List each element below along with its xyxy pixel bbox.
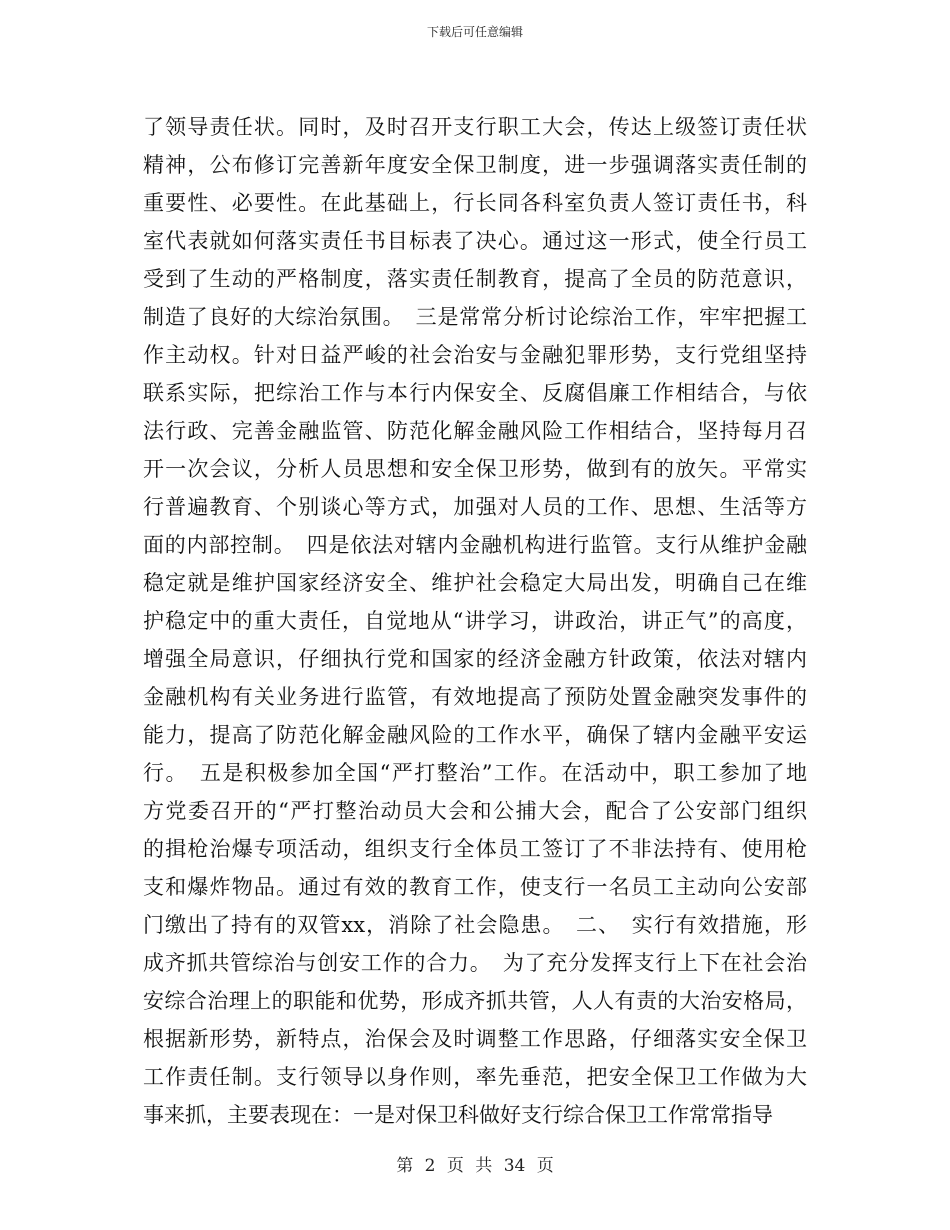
- text-line: 护稳定中的重大责任，自觉地从“讲学习，讲政治，讲正气”的高度，: [143, 609, 807, 633]
- text-line: 行。 五是积极参加全国“严打整治”工作。在活动中，职工参加了地: [143, 761, 807, 785]
- text-line: 增强全局意识，仔细执行党和国家的经济金融方针政策，依法对辖内: [143, 647, 807, 671]
- text-line: 能力，提高了防范化解金融风险的工作水平，确保了辖内金融平安运: [143, 723, 807, 747]
- text-line: 支和爆炸物品。通过有效的教育工作，使支行一名员工主动向公安部: [143, 875, 807, 899]
- text-line: 门缴出了持有的双管xx，消除了社会隐患。 二、 实行有效措施，形: [143, 913, 807, 937]
- page-footer: 第 2 页 共 34 页: [396, 1156, 554, 1176]
- text-line: 作主动权。针对日益严峻的社会治安与金融犯罪形势，支行党组坚持: [143, 343, 807, 367]
- text-line: 制造了良好的大综治氛围。 三是常常分析讨论综治工作，牢牢把握工: [143, 305, 807, 329]
- text-line: 安综合治理上的职能和优势，形成齐抓共管，人人有责的大治安格局，: [143, 989, 807, 1013]
- text-line: 室代表就如何落实责任书目标表了决心。通过这一形式，使全行员工: [143, 229, 807, 253]
- text-line: 事来抓，主要表现在：一是对保卫科做好支行综合保卫工作常常指导: [143, 1103, 773, 1127]
- text-line: 法行政、完善金融监管、防范化解金融风险工作相结合，坚持每月召: [143, 419, 807, 443]
- body-text: [143, 108, 807, 1134]
- text-line: 根据新形势，新特点，治保会及时调整工作思路，仔细落实安全保卫: [143, 1027, 807, 1051]
- text-line: 行普遍教育、个别谈心等方式，加强对人员的工作、思想、生活等方: [143, 495, 807, 519]
- text-line: 开一次会议，分析人员思想和安全保卫形势，做到有的放矢。平常实: [143, 457, 807, 481]
- text-line: 联系实际，把综治工作与本行内保安全、反腐倡廉工作相结合，与依: [143, 381, 807, 405]
- text-line: 的揖枪治爆专项活动，组织支行全体员工签订了不非法持有、使用枪: [143, 837, 807, 861]
- text-line: 重要性、必要性。在此基础上，行长同各科室负责人签订责任书，科: [143, 191, 807, 215]
- text-line: 工作责任制。支行领导以身作则，率先垂范，把安全保卫工作做为大: [143, 1065, 807, 1089]
- text-line: 了领导责任状。同时，及时召开支行职工大会，传达上级签订责任状: [143, 115, 807, 139]
- text-line: 方党委召开的“严打整治动员大会和公捕大会，配合了公安部门组织: [143, 799, 807, 823]
- text-line: 精神，公布修订完善新年度安全保卫制度，进一步强调落实责任制的: [143, 153, 807, 177]
- text-line: 面的内部控制。 四是依法对辖内金融机构进行监管。支行从维护金融: [143, 533, 807, 557]
- text-line: 稳定就是维护国家经济安全、维护社会稳定大局出发，明确自己在维: [143, 571, 807, 595]
- text-line: 金融机构有关业务进行监管，有效地提高了预防处置金融突发事件的: [143, 685, 807, 709]
- page-header: 下载后可任意编辑: [426, 25, 523, 39]
- text-line: 受到了生动的严格制度，落实责任制教育，提高了全员的防范意识，: [143, 267, 807, 291]
- text-line: 成齐抓共管综治与创安工作的合力。 为了充分发挥支行上下在社会治: [143, 951, 807, 975]
